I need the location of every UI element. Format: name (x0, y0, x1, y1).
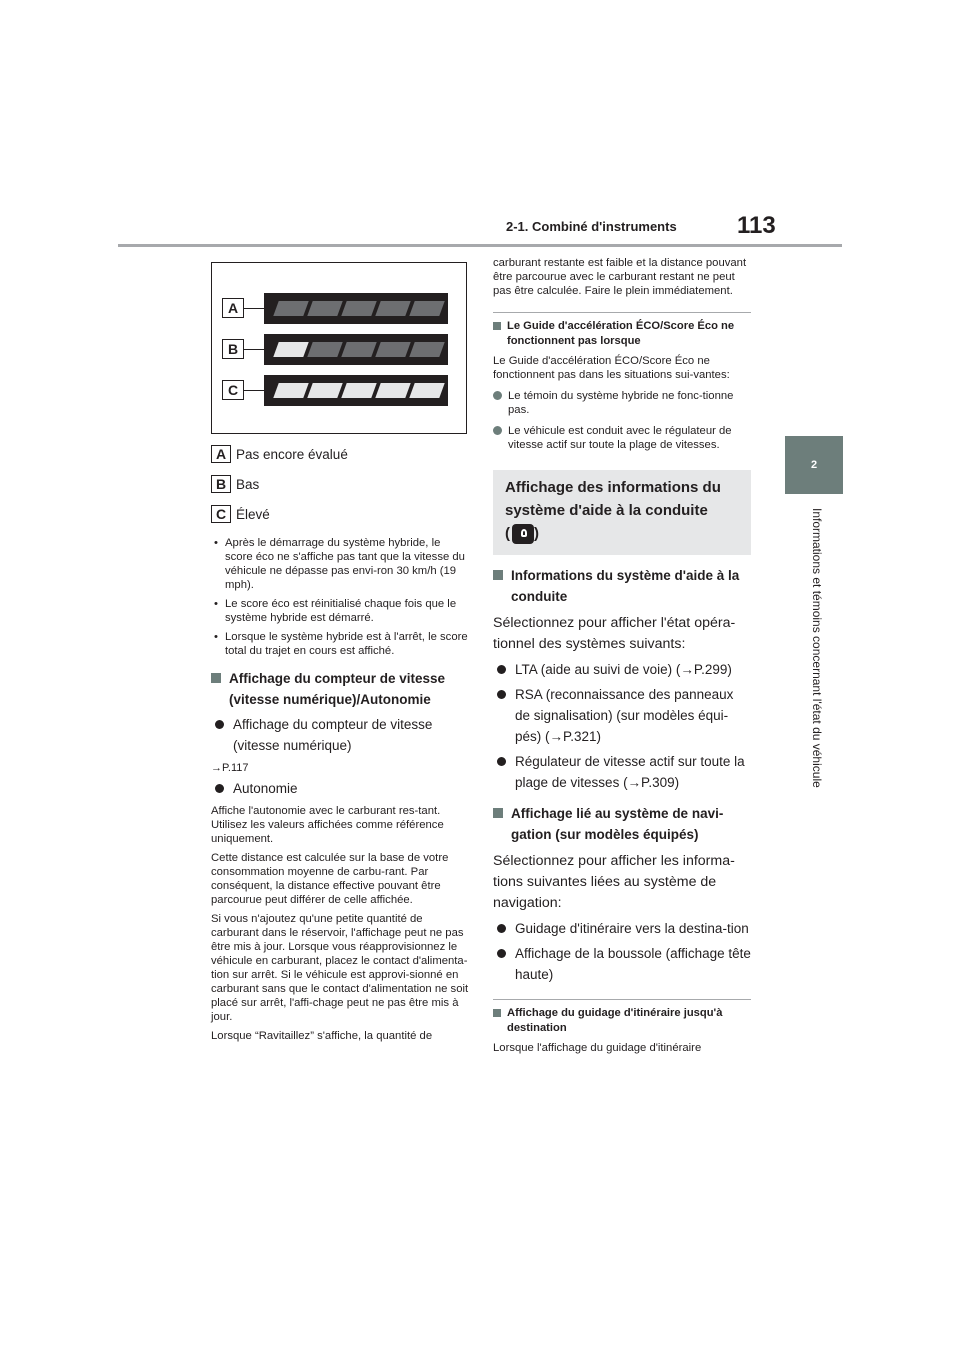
heading-eco-guide: Le Guide d'accélération ÉCO/Score Éco ne fonctionnent pas lorsque (493, 319, 751, 349)
legend-key: C (211, 505, 231, 523)
eco-condition-item: Le témoin du système hybride ne fonc-tionne pas. (493, 389, 751, 417)
eco-score-segment (307, 301, 342, 316)
note-item: • Après le démarrage du système hybride, le score éco ne s'affiche pas tant que la vitesse du véhicule ne dépasse pas envi-ron 30 km/h (19 mph). (211, 536, 469, 592)
section-title-box: Affichage des informations du système d'aide à la conduite ( ) (493, 470, 751, 555)
assist-item: Régulateur de vitesse actif sur toute la plage de vitesses (→P.309) (493, 751, 751, 793)
eco-score-figure (211, 262, 467, 434)
page-number: 113 (737, 212, 776, 239)
left-column (211, 262, 469, 1043)
bullet-icon (497, 949, 506, 958)
divider (493, 999, 751, 1000)
eco-score-bar (264, 334, 448, 365)
paragraph: Lorsque “Ravitaillez” s'affiche, la quantité de (211, 1030, 433, 1042)
bullet-icon (493, 391, 502, 400)
eco-condition-item: Le véhicule est conduit avec le régulateur de vitesse actif sur toute la plage de vitesses. (493, 424, 751, 452)
paragraph: Cette distance est calculée sur la base de votre consommation moyenne de carbu-rant. Par conséquent, la distance effective pouvant être parcourue peut différer de celle affichée. (211, 852, 449, 906)
eco-score-segment (375, 342, 410, 357)
eco-score-segment (307, 342, 342, 357)
legend-text: Élevé (236, 506, 270, 522)
eco-score-segment (341, 301, 376, 316)
legend-item-a (211, 444, 469, 464)
figure-legend (211, 444, 469, 524)
eco-score-bar (264, 375, 448, 406)
paragraph: Le Guide d'accélération ÉCO/Score Éco ne fonctionnent pas dans les situations sui-vantes: (493, 355, 730, 381)
paragraph: Sélectionnez pour afficher l'état opéra-tionnel des systèmes suivants: (493, 615, 736, 652)
section-title: Affichage des informations du système d'aide à la conduite (505, 479, 721, 519)
paragraph: Affiche l'autonomie avec le carburant res-tant. Utilisez les valeurs affichées comme référence uniquement. (211, 805, 444, 845)
heading-navigation: Affichage lié au système de navi-gation (sur modèles équipés) (493, 803, 751, 845)
square-bullet-icon (493, 322, 501, 330)
figure-label-c: C (222, 380, 244, 400)
driving-assist-icon (512, 524, 534, 544)
right-column (493, 256, 751, 1055)
legend-key: B (211, 475, 231, 493)
legend-key: A (211, 445, 231, 463)
bullet-icon (497, 924, 506, 933)
paragraph: carburant restante est faible et la distance pouvant être parcourue avec le carburant restant ne peut pas être calculée. Faire le plein immédiatement. (493, 257, 747, 297)
eco-score-segment (375, 383, 410, 398)
section-title: 2-1. Combiné d'instruments (506, 219, 677, 234)
legend-text: Pas encore évalué (236, 446, 348, 462)
notes-list (211, 536, 469, 658)
chapter-title: Informations et témoins concernant l'état du véhicule (810, 508, 824, 788)
eco-score-segment (409, 301, 444, 316)
eco-score-segment (375, 301, 410, 316)
header-divider (118, 244, 842, 247)
figure-label-a: A (222, 298, 244, 318)
legend-text: Bas (236, 476, 260, 492)
chapter-tab[interactable]: 2 (785, 436, 843, 494)
eco-score-segment (273, 383, 308, 398)
assist-item: RSA (reconnaissance des panneaux de signalisation) (sur modèles équi-pés) (→P.321) (493, 684, 751, 747)
assist-item: LTA (aide au suivi de voie) (→P.299) (493, 659, 751, 680)
bullet-icon (493, 426, 502, 435)
paragraph: Si vous n'ajoutez qu'une petite quantité de carburant dans le réservoir, l'affichage peut ne pas être mis à jour. Lorsque vous réapprovisionnez le véhicule en carburant, placez le contact d'alimenta-tion sur arrêt. Si le véhicule est approvi-sionné en carburant sans que le contact d'alimentation ne soit placé sur arrêt, l'affi-chage peut ne pas être mis à jour. (211, 913, 469, 1023)
bullet-icon (215, 720, 224, 729)
heading-speed-range: Affichage du compteur de vitesse (vitesse numérique)/Autonomie (211, 668, 469, 710)
page-reference-link[interactable]: →P.117 (211, 762, 249, 774)
bullet-icon (497, 665, 506, 674)
eco-score-segment (409, 342, 444, 357)
bullet-icon (497, 690, 506, 699)
square-bullet-icon (493, 1009, 501, 1017)
square-bullet-icon (493, 570, 503, 580)
eco-score-segment (409, 383, 444, 398)
eco-score-segment (341, 383, 376, 398)
heading-assist-info: Informations du système d'aide à la conduite (493, 565, 751, 607)
figure-label-b: B (222, 339, 244, 359)
note-item: • Lorsque le système hybride est à l'arrêt, le score total du trajet en cours est affiché. (211, 630, 469, 658)
square-bullet-icon (493, 808, 503, 818)
eco-score-segment (341, 342, 376, 357)
paragraph: Lorsque l'affichage du guidage d'itinéraire (493, 1042, 702, 1054)
nav-item: Guidage d'itinéraire vers la destina-tion (493, 918, 751, 939)
eco-score-bar (264, 293, 448, 324)
square-bullet-icon (211, 673, 221, 683)
legend-item-c (211, 504, 469, 524)
item-range: Autonomie (211, 778, 469, 799)
bullet-icon (497, 757, 506, 766)
note-item: • Le score éco est réinitialisé chaque fois que le système hybride est démarré. (211, 597, 469, 625)
divider (493, 312, 751, 313)
item-speedometer: Affichage du compteur de vitesse (vitesse numérique) (211, 714, 469, 756)
bullet-icon (215, 784, 224, 793)
nav-item: Affichage de la boussole (affichage tête haute) (493, 943, 751, 985)
eco-score-segment (307, 383, 342, 398)
legend-item-b (211, 474, 469, 494)
paragraph: Sélectionnez pour afficher les informa-tions suivantes liées au système de navigation: (493, 853, 735, 911)
eco-score-segment (273, 342, 308, 357)
heading-route-guidance: Affichage du guidage d'itinéraire jusqu'à destination (493, 1006, 751, 1036)
eco-score-segment (273, 301, 308, 316)
